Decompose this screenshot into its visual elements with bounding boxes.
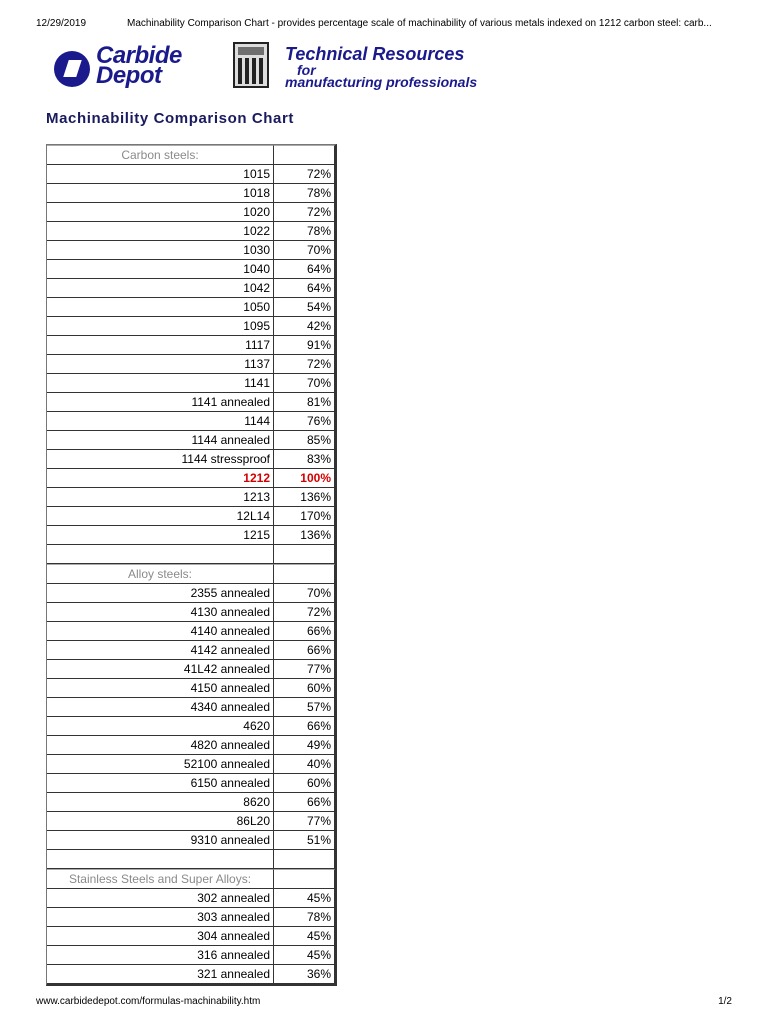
machinability-value-cell: 36%: [274, 965, 335, 984]
machinability-value-cell: 78%: [274, 222, 335, 241]
table-row: [47, 717, 335, 736]
metal-name-cell: 9310 annealed: [47, 831, 274, 850]
table-row: [47, 831, 335, 850]
machinability-value-cell: 170%: [274, 507, 335, 526]
table-row: [47, 184, 335, 203]
page-number: 1/2: [718, 996, 732, 1007]
table-row: [47, 526, 335, 545]
metal-name-cell: 304 annealed: [47, 927, 274, 946]
table-row: [47, 755, 335, 774]
machinability-value-cell: 64%: [274, 279, 335, 298]
table-row: [47, 736, 335, 755]
logo-text-line1: Carbide: [96, 42, 182, 69]
table-row: [47, 488, 335, 507]
table-row: [47, 317, 335, 336]
machinability-value-cell: 72%: [274, 203, 335, 222]
table-row: [47, 298, 335, 317]
machinability-value-cell: 72%: [274, 165, 335, 184]
metal-name-cell: 1141 annealed: [47, 393, 274, 412]
table-row: [47, 641, 335, 660]
machinability-value-cell: 100%: [274, 469, 335, 488]
section-header-row: [47, 145, 335, 165]
metal-name-cell: 4340 annealed: [47, 698, 274, 717]
banner-line1: Technical Resources: [285, 44, 465, 64]
table-row: [47, 222, 335, 241]
table-row: [47, 603, 335, 622]
metal-name-cell: 12L14: [47, 507, 274, 526]
table-row: [47, 908, 335, 927]
machinability-value-cell: 45%: [274, 889, 335, 908]
logo-mark-icon: [54, 51, 90, 87]
table-row: [47, 679, 335, 698]
machinability-value-cell: [274, 869, 335, 889]
machinability-value-cell: 42%: [274, 317, 335, 336]
print-header: [36, 18, 732, 32]
machinability-value-cell: 72%: [274, 355, 335, 374]
metal-name-cell: 1141: [47, 374, 274, 393]
table-row: [47, 774, 335, 793]
spacer-row: [47, 545, 335, 564]
table-row: [47, 260, 335, 279]
metal-name-cell: 1144 stressproof: [47, 450, 274, 469]
table-row: [47, 622, 335, 641]
table-row: [47, 965, 335, 984]
logo-text-line2: Depot: [96, 62, 162, 89]
table-row: [47, 374, 335, 393]
metal-name-cell: 1117: [47, 336, 274, 355]
metal-name-cell: [47, 545, 274, 564]
table-row: [47, 203, 335, 222]
table-row: [47, 412, 335, 431]
print-date: 12/29/2019: [36, 18, 87, 29]
metal-name-cell: 1137: [47, 355, 274, 374]
metal-name-cell: 41L42 annealed: [47, 660, 274, 679]
metal-name-cell: 1015: [47, 165, 274, 184]
metal-name-cell: 303 annealed: [47, 908, 274, 927]
table-row: [47, 660, 335, 679]
metal-name-cell: 52100 annealed: [47, 755, 274, 774]
metal-name-cell: 1040: [47, 260, 274, 279]
metal-name-cell: 1020: [47, 203, 274, 222]
machinability-value-cell: 77%: [274, 660, 335, 679]
metal-name-cell: 8620: [47, 793, 274, 812]
metal-name-cell: 1042: [47, 279, 274, 298]
table-row: [47, 279, 335, 298]
table-row: [47, 393, 335, 412]
section-header-row: [47, 869, 335, 889]
machinability-value-cell: [274, 145, 335, 165]
machinability-value-cell: 66%: [274, 717, 335, 736]
metal-name-cell: 1095: [47, 317, 274, 336]
machinability-value-cell: [274, 850, 335, 869]
table-row: [47, 946, 335, 965]
machinability-value-cell: 57%: [274, 698, 335, 717]
banner-line2: for: [297, 62, 316, 78]
metal-name-cell: 4620: [47, 717, 274, 736]
machinability-value-cell: [274, 564, 335, 584]
section-header-row: [47, 564, 335, 584]
metal-name-cell: 4140 annealed: [47, 622, 274, 641]
table-row: [47, 165, 335, 184]
table-row: [47, 355, 335, 374]
section-label: Alloy steels:: [47, 564, 274, 584]
table-row: [47, 812, 335, 831]
metal-name-cell: 1144: [47, 412, 274, 431]
machinability-value-cell: 45%: [274, 946, 335, 965]
table-row: [47, 336, 335, 355]
section-label: Carbon steels:: [47, 145, 274, 165]
metal-name-cell: 4142 annealed: [47, 641, 274, 660]
metal-name-cell: 1022: [47, 222, 274, 241]
metal-name-cell: 1215: [47, 526, 274, 545]
machinability-value-cell: 66%: [274, 793, 335, 812]
table-row: [47, 584, 335, 603]
page-title: Machinability Comparison Chart: [46, 110, 295, 127]
metal-name-cell: 4820 annealed: [47, 736, 274, 755]
metal-name-cell: 1212: [47, 469, 274, 488]
metal-name-cell: [47, 850, 274, 869]
machinability-value-cell: 81%: [274, 393, 335, 412]
machinability-value-cell: 72%: [274, 603, 335, 622]
metal-name-cell: 4150 annealed: [47, 679, 274, 698]
machinability-value-cell: 78%: [274, 184, 335, 203]
spacer-row: [47, 850, 335, 869]
table-row: [47, 793, 335, 812]
machinability-value-cell: 70%: [274, 241, 335, 260]
section-label: Stainless Steels and Super Alloys:: [47, 869, 274, 889]
metal-name-cell: 1030: [47, 241, 274, 260]
machinability-value-cell: 136%: [274, 488, 335, 507]
machinability-value-cell: 60%: [274, 679, 335, 698]
metal-name-cell: 1018: [47, 184, 274, 203]
machinability-value-cell: [274, 545, 335, 564]
machinability-value-cell: 91%: [274, 336, 335, 355]
machinability-value-cell: 136%: [274, 526, 335, 545]
metal-name-cell: 302 annealed: [47, 889, 274, 908]
table-row: [47, 927, 335, 946]
metal-name-cell: 321 annealed: [47, 965, 274, 984]
print-footer: [36, 996, 732, 1010]
table-row: [47, 431, 335, 450]
metal-name-cell: 86L20: [47, 812, 274, 831]
metal-name-cell: 6150 annealed: [47, 774, 274, 793]
metal-name-cell: 316 annealed: [47, 946, 274, 965]
machinability-value-cell: 64%: [274, 260, 335, 279]
machinability-value-cell: 78%: [274, 908, 335, 927]
metal-name-cell: 1213: [47, 488, 274, 507]
machinability-value-cell: 60%: [274, 774, 335, 793]
machinability-value-cell: 66%: [274, 641, 335, 660]
metal-name-cell: 1144 annealed: [47, 431, 274, 450]
page-url: www.carbidedepot.com/formulas-machinability.htm: [36, 996, 261, 1007]
table-row: [47, 889, 335, 908]
machinability-value-cell: 49%: [274, 736, 335, 755]
machinability-value-cell: 70%: [274, 374, 335, 393]
machinability-value-cell: 40%: [274, 755, 335, 774]
carbide-depot-logo[interactable]: [54, 42, 209, 89]
table-row: [47, 507, 335, 526]
banner-line3: manufacturing professionals: [285, 74, 478, 90]
print-document-title: Machinability Comparison Chart - provides percentage scale of machinability of various metals indexed on 1212 carbon steel: carb...: [127, 18, 712, 29]
table-row: [47, 469, 335, 488]
metal-name-cell: 1050: [47, 298, 274, 317]
machinability-table: [46, 144, 337, 986]
machinability-value-cell: 45%: [274, 927, 335, 946]
calculator-icon: [233, 42, 269, 88]
machinability-value-cell: 66%: [274, 622, 335, 641]
metal-name-cell: 2355 annealed: [47, 584, 274, 603]
table-row: [47, 241, 335, 260]
machinability-value-cell: 54%: [274, 298, 335, 317]
machinability-value-cell: 77%: [274, 812, 335, 831]
machinability-value-cell: 51%: [274, 831, 335, 850]
table-row: [47, 450, 335, 469]
table-row: [47, 698, 335, 717]
machinability-value-cell: 85%: [274, 431, 335, 450]
machinability-value-cell: 70%: [274, 584, 335, 603]
machinability-value-cell: 76%: [274, 412, 335, 431]
metal-name-cell: 4130 annealed: [47, 603, 274, 622]
machinability-value-cell: 83%: [274, 450, 335, 469]
